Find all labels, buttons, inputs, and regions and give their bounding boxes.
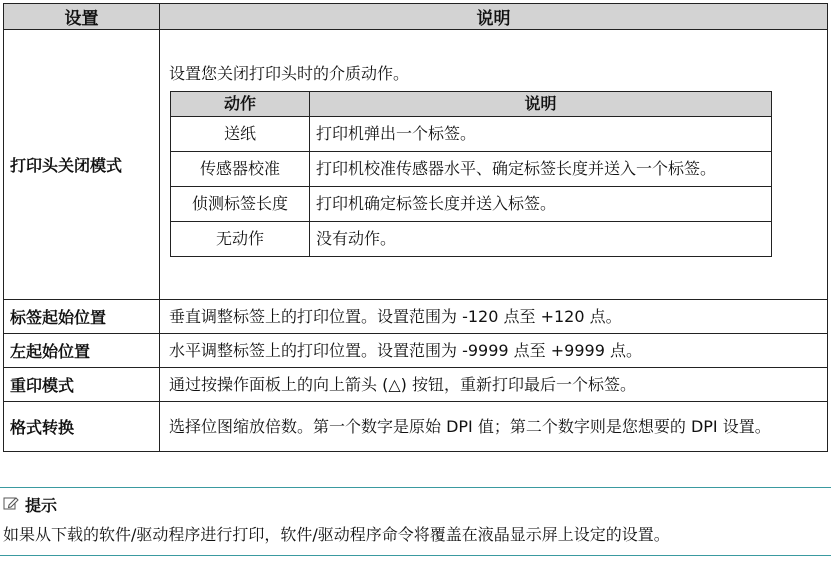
setting-name: 重印模式 — [4, 368, 160, 402]
setting-description: 选择位图缩放倍数。第一个数字是原始 DPI 值；第二个数字则是您想要的 DPI 设置。 — [160, 402, 828, 452]
header-action-description: 说明 — [310, 92, 772, 117]
table-row — [4, 300, 828, 334]
table-row — [4, 334, 828, 368]
setting-description: 水平调整标签上的打印位置。设置范围为 -9999 点至 +9999 点。 — [160, 334, 828, 368]
tip-title: 提示 — [25, 496, 58, 515]
action-name: 侦测标签长度 — [171, 187, 310, 222]
action-name: 传感器校准 — [171, 152, 310, 187]
setting-description — [160, 30, 828, 300]
action-description: 没有动作。 — [310, 222, 772, 257]
setting-name: 标签起始位置 — [4, 300, 160, 334]
table-row — [4, 30, 828, 300]
action-row — [171, 152, 772, 187]
intro-text: 设置您关闭打印头时的介质动作。 — [169, 64, 410, 83]
action-row — [171, 187, 772, 222]
action-name: 送纸 — [171, 117, 310, 152]
tip-divider-top — [0, 487, 831, 488]
setting-description: 垂直调整标签上的打印位置。设置范围为 -120 点至 +120 点。 — [160, 300, 828, 334]
table-header-row — [4, 4, 828, 30]
tip-text: 如果从下载的软件/驱动程序进行打印，软件/驱动程序命令将覆盖在液晶显示屏上设定的设置。 — [3, 525, 670, 544]
table-row — [4, 368, 828, 402]
tip-divider-bottom — [0, 555, 831, 556]
setting-name: 格式转换 — [4, 402, 160, 452]
action-description: 打印机校准传感器水平、确定标签长度并送入一个标签。 — [310, 152, 772, 187]
action-table-header-row — [171, 92, 772, 117]
action-description: 打印机弹出一个标签。 — [310, 117, 772, 152]
action-row — [171, 117, 772, 152]
pencil-note-icon — [3, 495, 19, 515]
action-description: 打印机确定标签长度并送入标签。 — [310, 187, 772, 222]
header-description: 说明 — [160, 4, 828, 30]
header-setting: 设置 — [4, 4, 160, 30]
setting-description: 通过按操作面板上的向上箭头 (△) 按钮，重新打印最后一个标签。 — [160, 368, 828, 402]
settings-table — [3, 3, 828, 452]
action-name: 无动作 — [171, 222, 310, 257]
setting-name: 左起始位置 — [4, 334, 160, 368]
header-action: 动作 — [171, 92, 310, 117]
table-row — [4, 402, 828, 452]
action-table — [170, 91, 772, 257]
action-row — [171, 222, 772, 257]
setting-name: 打印头关闭模式 — [4, 30, 160, 300]
tip-heading — [3, 493, 57, 516]
